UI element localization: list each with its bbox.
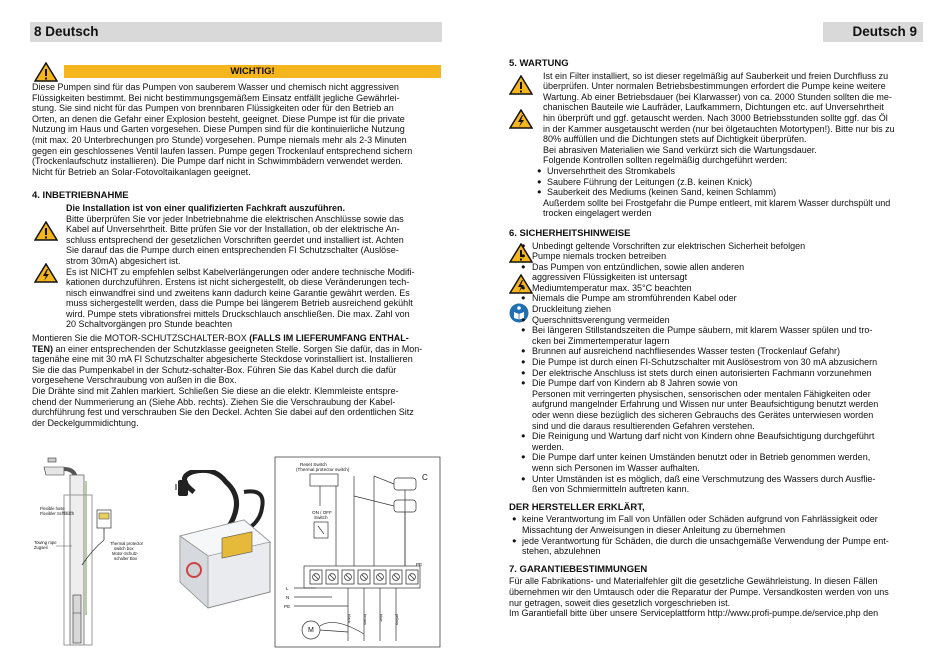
list-item: ● Unversehrtheit des Stromkabels (534, 166, 914, 177)
section-7-body: Für alle Fabrikations- und Materialfehler gilt die gesetzliche Gewährleistung. In diesen Fällen übernehmen wir den Umtausch oder die Reparatur der Pumpe. Versandkosten werden von uns nur getragen, soweit dies gesetzlich vorgeschrieben ist. Im Garantiefall bitte über unsere Serviceplattform http://www.profi-pumpe.de/service.php den (509, 576, 889, 619)
list-item: ● Bei längeren Stillstandszeiten die Pumpe säubern, mit klarem Wasser spülen und tro- cken bei Zimmertemperatur lagern (509, 325, 914, 346)
svg-text:schalter Box: schalter Box (114, 556, 138, 561)
list-item: ● Das Pumpen von entzündlichen, sowie allen anderen aggressiven Flüssigkeiten ist untersagt (509, 262, 914, 283)
well-pump-figure (34, 455, 162, 650)
warning-banner (32, 62, 442, 80)
list-item: ● Der elektrische Anschluss ist stets durch einen autorisierten Fachmann vorzunehmen (509, 368, 914, 379)
svg-text:ON / OFF: ON / OFF (312, 510, 332, 515)
list-item: ● jede Verantwortung für Schäden, die durch die unsachgemäße Verwendung der Pumpe ent- stehen, abzulehnen (509, 536, 914, 557)
warning-icon (34, 221, 58, 241)
section-6-body (509, 241, 914, 495)
list-item: ● Sauberkeit des Mediums (keinen Sand, keinen Schlamm) (534, 187, 914, 198)
svg-text:PE: PE (284, 604, 291, 609)
manufacturer-title: DER HERSTELLER ERKLÄRT, (509, 501, 645, 513)
page-header-right: Deutsch 9 (823, 22, 923, 42)
list-item: ● Brunnen auf ausreichend nachfliesendes Wasser testen (Trockenlauf Gefahr) (509, 346, 914, 357)
svg-text:Thermal protector: Thermal protector (110, 541, 144, 546)
svg-text:C: C (422, 473, 428, 482)
svg-text:L: L (286, 586, 289, 591)
installation-figures (34, 450, 434, 650)
list-item: ● Unter Umständen ist es möglich, daß eine Verschmutzung des Wassers durch Ausflie- ßen von Schmiermitteln auftreten kann. (509, 474, 914, 495)
svg-text:PE: PE (416, 562, 423, 567)
switch-box-figure (166, 470, 276, 610)
list-item: ● Unbedingt geltende Vorschriften zur elektrischen Sicherheit befolgen (509, 241, 914, 252)
warning-icon (509, 75, 533, 95)
svg-text:(Thermal protector switch): (Thermal protector switch) (296, 467, 350, 472)
svg-text:blue: blue (379, 614, 384, 622)
intro-text: Diese Pumpen sind für das Pumpen von sauberem Wasser und chemisch nicht aggressiven Flüssigkeiten bestimmt. Bei nicht bestimmungsgemäßem Einsatz entfällt jegliche Gewährlei- stung. Sie sind nicht für das Pumpen von brennbaren Flüssigkeiten oder für den Betrieb an Orten, an denen die Gefahr einer Explosion besteht, geeignet. Diese Pumpe ist für die private Nutzung im Haus und Garten vorgesehen. Diese Pumpen sind für die kontinuierliche Nutzung (mit max. 20 Unterbrechungen pro Stunde) vorgesehen. Pumpe niemals mehr als 2-3 Minuten gegen ein geschlossenes Ventil laufen lassen. Pumpe gegen Trockenlauf entsprechend sichern (Trockenlaufschutz installieren). Die Pumpe darf nicht in Schwimmbädern verwendet werden. Nicht für Betrieb an Solar-Fotovoltaikanlagen geeignet. (32, 82, 413, 177)
electric-hazard-icon (509, 109, 533, 129)
section-5-body: Ist ein Filter installiert, so ist dieser regelmäßig auf Sauberkeit und freien Durchfluss zu überprüfen. Unter normalen Betriebsbestimmungen erfordert die Pumpe keine weitere Wartung. Ab einer Betriebsdauer (bei Klarwasser) von ca. 2000 Stunden sollten die me- chanischen Bauteile wie Laufräder, Laufkammern, Dichtungen etc. auf Unversehrtheit hin überprüft und ggf. getauscht werden. Nach 3000 Betriebsstunden sollte ggf. das Öl in der Kammer ausgetauscht werden (nur bei ölgetauchten Motortypen!). Bitte nur bis zu 80% auffüllen und die Dichtungen stets auf Dichtigkeit überprüfen. Bei abrasiven Materialien wie Sand verkürzt sich die Wartungsdauer. Folgende Kontrollen sollten regelmäßig durchgeführt werden: ● Unversehrtheit des Stromkabels ● Saubere Führung der Leitungen (z.B. keinen Knick) ● Sauberkeit des Mediums (keinen Sand, keinen Schlamm) Außerdem sollte bei Frostgefahr die Pumpe entleert, mit klarem Wasser durchspült und trocken eingelagert werden (509, 71, 914, 219)
svg-text:Towing rope: Towing rope (34, 540, 57, 545)
svg-text:Zugseil: Zugseil (34, 545, 48, 550)
list-item: ● Die Pumpe darf von Kindern ab 8 Jahren sowie von Personen mit verringerten physischen, sensorischen oder mentalen Fähigkeiten oder aufgrund mangelnder Erfahrung und Wissen nur unter Beaufsichtigung benutzt werden oder wenn diese bezüglich des sicheren Gebrauchs des Gerätes unterwiesen worden sind und die daraus resultierenden Gefahren verstehen. (509, 378, 914, 431)
warning-icon (34, 62, 58, 82)
svg-text:N: N (286, 595, 290, 600)
left-column (32, 62, 442, 428)
warning-title: WICHTIG! (64, 65, 441, 78)
list-item: ● Die Pumpe ist durch einen FI-Schutzschalter mit Auslösestrom von 30 mA abzusichern (509, 357, 914, 368)
list-item: ● Die Pumpe darf unter keinen Umständen benutzt oder in Betrieb genommen werden, wenn sich Personen im Wasser aufhalten. (509, 452, 914, 473)
page-header-left: 8 Deutsch (30, 22, 442, 42)
list-item: ● Mediumtemperatur max. 35°C beachten (509, 283, 914, 294)
svg-text:Motor-Schutz-: Motor-Schutz- (112, 551, 139, 556)
svg-text:black: black (347, 614, 352, 624)
list-item: ● Die Reinigung und Wartung darf nicht von Kindern ohne Beaufsichtigung durchgeführt werden. (509, 431, 914, 452)
list-item: ● keine Verantwortung im Fall von Unfällen oder Schäden aufgrund von Fahrlässigkeit oder Missachtung der Anweisungen in dieser Anleitung zu übernehmen (509, 514, 914, 535)
list-item: ● Querschnittsverengung vermeiden (509, 315, 914, 326)
svg-text:Reset Switch: Reset Switch (300, 462, 327, 467)
svg-text:yellow: yellow (395, 614, 400, 626)
list-item: ● Niemals die Pumpe am stromführenden Kabel oder Druckleitung ziehen (509, 293, 914, 314)
svg-text:switch box: switch box (114, 546, 134, 551)
svg-text:Flexible hose: Flexible hose (40, 506, 65, 511)
section-7-title: 7. GARANTIEBESTIMMUNGEN (509, 563, 648, 575)
manufacturer-list (509, 514, 914, 556)
electric-hazard-icon (34, 263, 58, 283)
section-4-title: 4. INBETRIEBNAHME (32, 190, 129, 202)
motor-box-instructions: Montieren Sie die MOTOR-SCHUTZSCHALTER-BOX (FALLS IM LIEFERUMFANG ENTHAL- TEN) an einer entsprechenden der Schutzklasse geeigneten Stelle. Sorgen Sie dafür, das in Mon- tagenähe eine mit 30 mA FI Schutzschalter abgesicherte Steckdose vorinstalliert ist. Installieren Sie die das Pumpenkabel in der Schutz-schalter-Box. Führen Sie das Kabel durch die dafür vorgesehene Verschraubung von außen in die Box. Die Drähte sind mit Zahlen markiert. Schließen Sie diese an die elektr. Klemmleiste entspre- chend der Nummerierung an (Siehe Abb. rechts). Ziehen Sie die Verschraubung der Kabel- durchführung fest und verschrauben Sie den Deckel. Achten Sie dabei auf den ordentlichen Sitz der Deckelgummidichtung. (32, 333, 423, 428)
list-item: ● Saubere Führung der Leitungen (z.B. keinen Knick) (534, 177, 914, 188)
right-column (509, 58, 914, 619)
section-6-title: 6. SICHERHEITSHINWEISE (509, 227, 631, 239)
section-5-title: 5. WARTUNG (509, 58, 569, 69)
list-item: ● Pumpe niemals trocken betreiben (509, 251, 914, 262)
svg-text:Flexibler Schlauch: Flexibler Schlauch (40, 511, 75, 516)
svg-text:brown: brown (363, 614, 368, 625)
svg-text:M: M (308, 627, 314, 634)
section-4-body: Die Installation ist von einer qualifizierten Fachkraft auszuführen. Bitte überprüfen Sie vor jeder Inbetriebnahme die elektrischen Anschlüsse sowie das Kabel auf Unversehrtheit. Bitte prüfen Sie vor der Installation, ob der elektrische An- schluss entsprechend der gesetzlichen Vorschriften geerdet und installiert ist. Achten Sie darauf das die Pumpe durch einen entsprechenden FI Schutzschalter (Auslöse- strom 30mA) abgesichert ist. Es ist NICHT zu empfehlen selbst Kabelverlängerungen oder andere technische Modifi- kationen durchzuführen. Erstens ist nicht sichergestellt, ob diese Veränderungen tech- nisch einwandfrei sind und zweitens kann dadurch keine Garantie gewährt werden. Es muss sichergestellt werden, dass die Pumpe bei längerem Betrieb ausreichend gekühlt wird. Pumpe stets vibrationsfrei mittels Druckschlauch anschließen. Die max. Zahl von 20 Schaltvorgängen pro Stunde beachten (32, 203, 442, 330)
wiring-diagram (274, 456, 442, 650)
svg-text:Switch: Switch (314, 515, 328, 520)
